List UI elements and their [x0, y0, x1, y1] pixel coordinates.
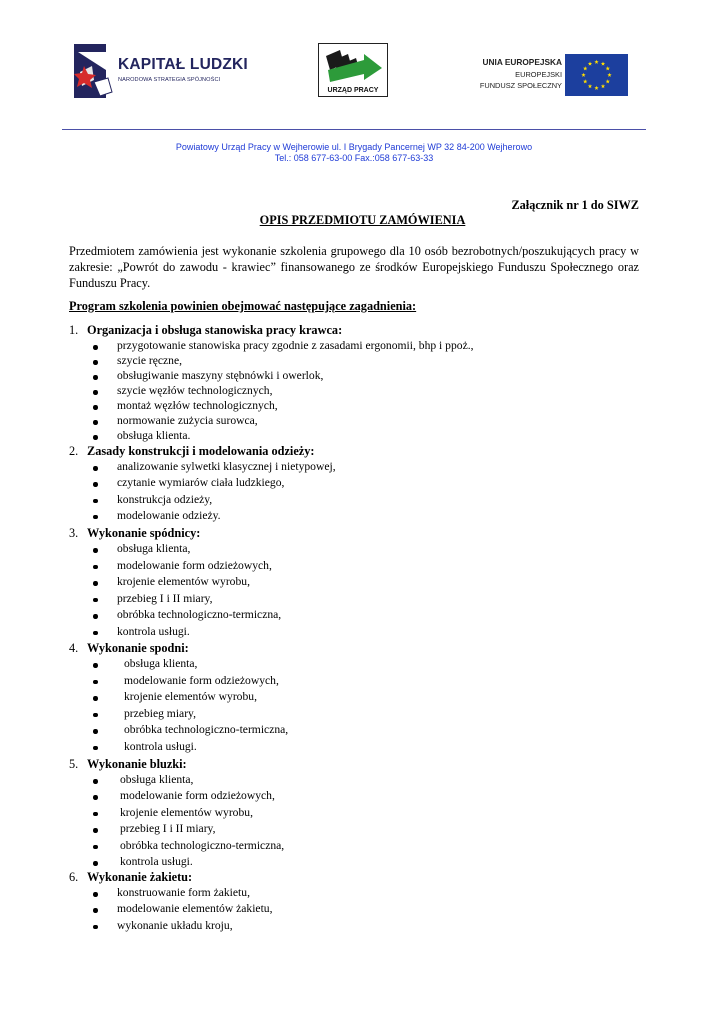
section-number: 6. — [69, 870, 79, 884]
bullet-icon — [93, 598, 98, 603]
list-item-text: krojenie elementów wyrobu, — [120, 805, 253, 819]
list-item-text: obróbka technologiczno-termiczna, — [120, 838, 285, 852]
bullet-icon — [93, 466, 98, 471]
list-item-text: kontrola usługi. — [124, 739, 197, 753]
bullet-icon — [93, 375, 98, 380]
list-item-text: modelowanie odzieży. — [117, 508, 221, 522]
list-item-text: obsługa klienta, — [120, 773, 194, 786]
bullet-icon — [93, 360, 98, 365]
contact-phone-fax: Tel.: 058 677-63-00 Fax.:058 677-63-33 — [274, 153, 434, 163]
list-item-text: krojenie elementów wyrobu, — [117, 575, 250, 588]
bullet-icon — [93, 845, 98, 850]
list-item-text: przebieg I i II miary, — [117, 591, 213, 605]
kapital-ludzki-emblem-icon — [72, 42, 116, 100]
list-item-text: czytanie wymiarów ciała ludzkiego, — [117, 476, 285, 490]
bullet-icon — [93, 614, 98, 619]
bullet-icon — [93, 581, 98, 586]
list-item-text: przebieg miary, — [124, 706, 196, 720]
list-item-text: przebieg I i II miary, — [120, 822, 216, 836]
bullet-icon — [93, 746, 98, 751]
contact-address: Powiatowy Urząd Pracy w Wejherowie ul. I Brygady Pancernej WP 32 84-200 Wejherowo — [175, 142, 533, 152]
bullet-icon — [93, 515, 98, 520]
bullet-icon — [93, 663, 98, 668]
section-title: Wykonanie spódnicy: — [87, 526, 201, 540]
urzad-pracy-label: URZĄD PRACY — [327, 87, 379, 94]
program-heading: Program szkolenia powinien obejmować następujące zagadnienia: — [69, 299, 417, 313]
list-item-text: modelowanie elementów żakietu, — [117, 902, 273, 916]
bullet-icon — [93, 390, 98, 395]
bullet-icon — [93, 631, 98, 636]
section-heading — [69, 870, 192, 885]
bullet-icon — [93, 795, 98, 800]
bullet-icon — [93, 696, 98, 701]
bullet-icon — [93, 779, 98, 784]
section-number: 3. — [69, 526, 79, 540]
kapital-ludzki-subtitle: NARODOWA STRATEGIA SPÓJNOŚCI — [118, 77, 221, 83]
urzad-pracy-arrow-icon — [320, 46, 387, 86]
section-heading — [69, 323, 342, 338]
bullet-icon — [93, 482, 98, 487]
section-title: Zasady konstrukcji i modelowania odzieży: — [87, 444, 315, 458]
bullet-icon — [93, 680, 98, 685]
list-item-text: obsługa klienta, — [124, 657, 198, 670]
bullet-icon — [93, 812, 98, 817]
bullet-icon — [93, 548, 98, 553]
list-item-text: szycie ręczne, — [117, 354, 183, 367]
bullet-icon — [93, 713, 98, 718]
bullet-icon — [93, 892, 98, 897]
list-item-text: normowanie zużycia surowca, — [117, 414, 258, 427]
bullet-icon — [93, 925, 98, 930]
list-item-text: kontrola usługi. — [117, 624, 190, 638]
ue-line-3: FUNDUSZ SPOŁECZNY — [479, 81, 562, 90]
bullet-icon — [93, 565, 98, 570]
ue-line-1: UNIA EUROPEJSKA — [482, 57, 562, 67]
section-number: 2. — [69, 444, 79, 458]
ue-line-2: EUROPEJSKI — [515, 70, 562, 79]
unia-europejska-logo — [458, 52, 628, 98]
list-item-text: obróbka technologiczno-termiczna, — [124, 723, 289, 736]
kapital-ludzki-title: KAPITAŁ LUDZKI — [118, 56, 248, 73]
list-item-text: wykonanie układu kroju, — [117, 918, 233, 932]
section-heading — [69, 641, 189, 656]
bullet-icon — [93, 345, 98, 350]
bullet-icon — [93, 420, 98, 425]
list-item-text: obsługiwanie maszyny stębnówki i owerlok, — [117, 369, 324, 382]
bullet-icon — [93, 908, 98, 913]
list-item-text: analizowanie sylwetki klasycznej i nietypowej, — [117, 460, 336, 473]
bullet-icon — [93, 729, 98, 734]
bullet-icon — [93, 435, 98, 440]
section-heading — [69, 757, 187, 772]
section-title: Organizacja i obsługa stanowiska pracy krawca: — [87, 323, 343, 337]
list-item-text: modelowanie form odzieżowych, — [117, 558, 272, 572]
bullet-icon — [93, 405, 98, 410]
header-divider — [62, 129, 646, 130]
list-item-text: modelowanie form odzieżowych, — [120, 789, 275, 803]
section-number: 1. — [69, 323, 79, 337]
list-item-text: konstruowanie form żakietu, — [117, 886, 250, 899]
section-title: Wykonanie spodni: — [87, 641, 189, 655]
list-item-text: montaż węzłów technologicznych, — [117, 399, 278, 412]
urzad-pracy-logo — [318, 43, 388, 97]
eu-flag-icon — [565, 54, 628, 96]
section-heading — [69, 444, 315, 459]
list-item-text: szycie węzłów technologicznych, — [117, 384, 273, 397]
annex-label: Załącznik nr 1 do SIWZ — [511, 198, 639, 212]
list-item-text: kontrola usługi. — [120, 855, 193, 868]
list-item-text: krojenie elementów wyrobu, — [124, 690, 257, 703]
bullet-icon — [93, 499, 98, 504]
section-title: Wykonanie żakietu: — [87, 870, 193, 884]
bullet-icon — [93, 861, 98, 866]
section-number: 5. — [69, 757, 79, 771]
bullet-icon — [93, 828, 98, 833]
section-title: Wykonanie bluzki: — [87, 757, 187, 771]
list-item-text: przygotowanie stanowiska pracy zgodnie z zasadami ergonomii, bhp i ppoż., — [117, 339, 474, 352]
list-item-text: modelowanie form odzieżowych, — [124, 673, 279, 687]
list-item-text: obróbka technologiczno-termiczna, — [117, 608, 282, 621]
section-heading — [69, 526, 200, 541]
list-item-text: konstrukcja odzieży, — [117, 492, 213, 506]
list-item-text: obsługa klienta. — [117, 429, 191, 442]
document-title: OPIS PRZEDMIOTU ZAMÓWIENIA — [259, 213, 466, 227]
intro-paragraph: Przedmiotem zamówienia jest wykonanie szkolenia grupowego dla 10 osób bezrobotnych/poszukujących pracy w zakresie: „Powrót do zawodu - krawiec” finansowanego ze środków Europejskiego Funduszu Społecznego oraz Funduszu Pracy. — [69, 244, 639, 290]
list-item-text: obsługa klienta, — [117, 542, 191, 555]
kapital-ludzki-logo — [72, 42, 252, 100]
section-number: 4. — [69, 641, 79, 655]
